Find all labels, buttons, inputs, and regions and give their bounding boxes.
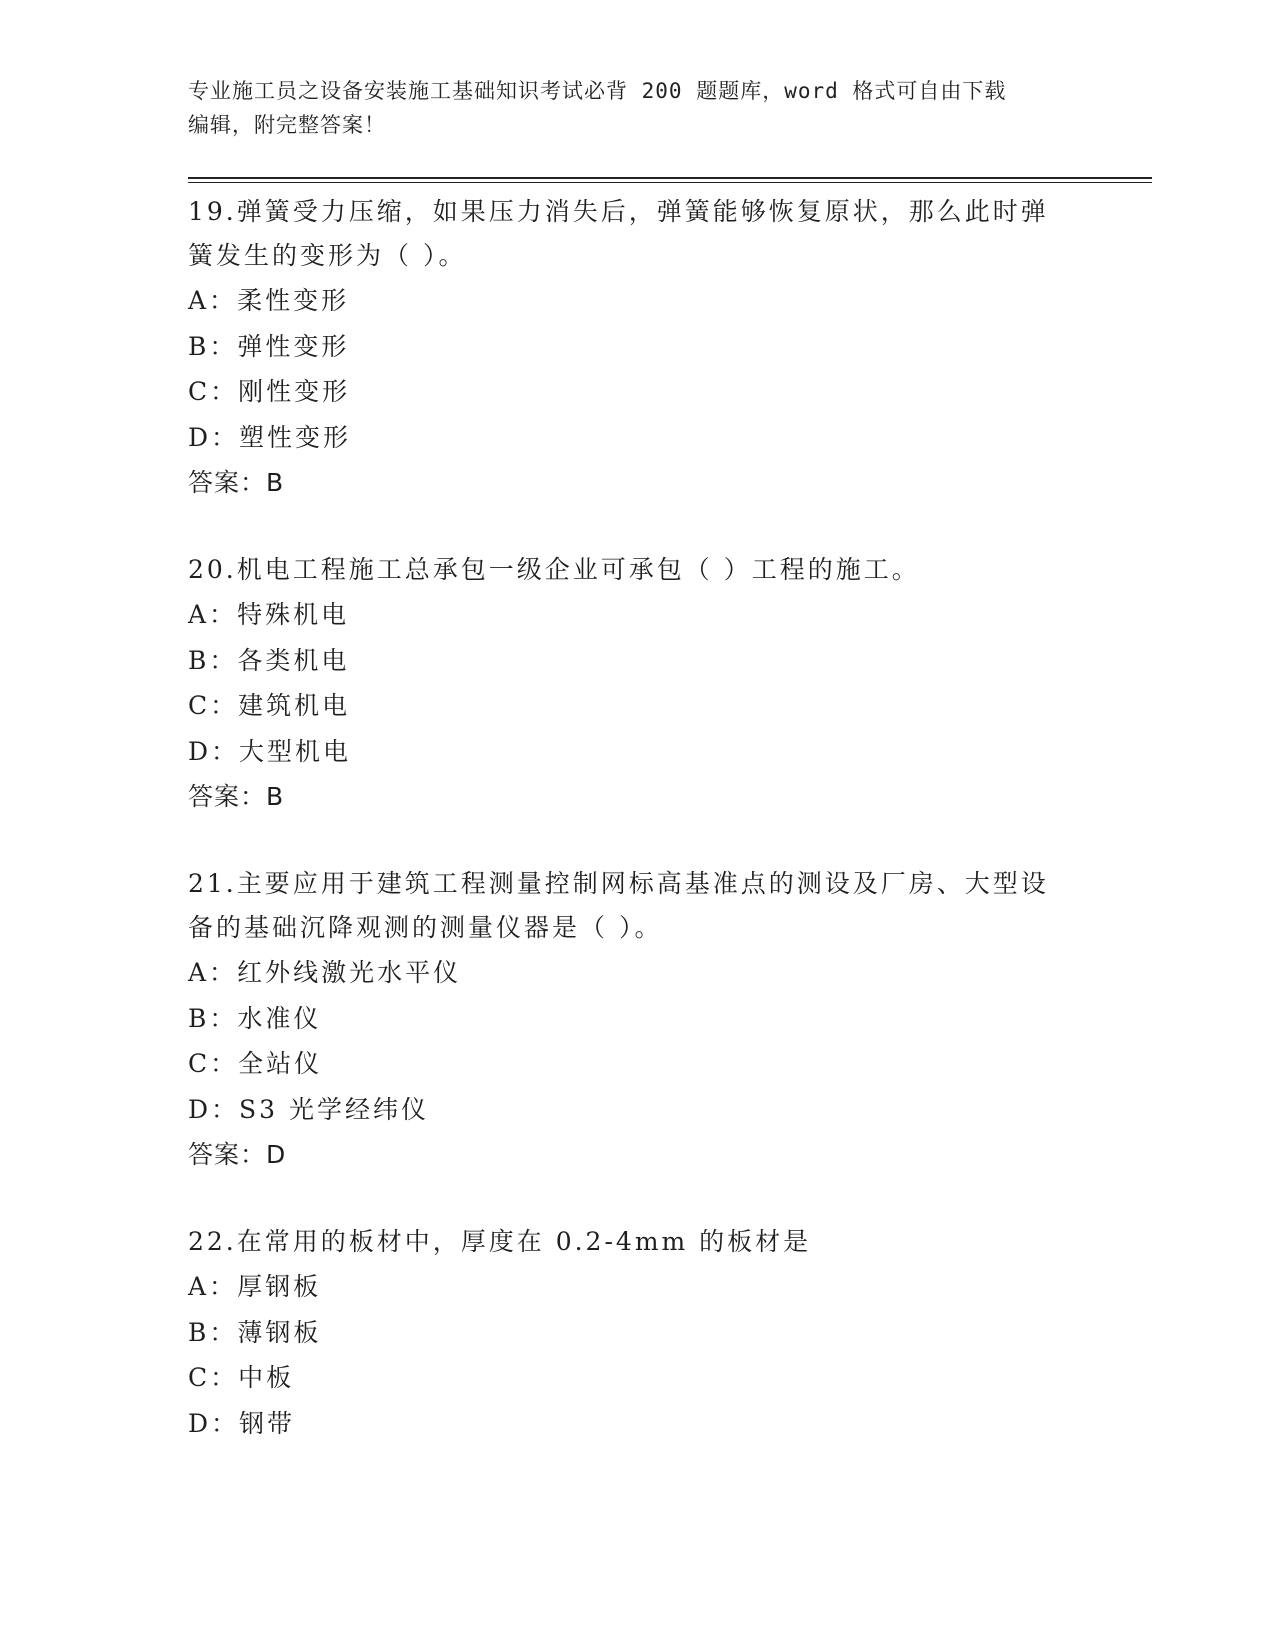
option-key: B： bbox=[188, 1003, 238, 1033]
option-a bbox=[188, 1264, 1088, 1310]
option-c bbox=[188, 1355, 1088, 1401]
option-key: C： bbox=[188, 377, 239, 406]
option-key: D： bbox=[188, 422, 240, 452]
option-text: 大型机电 bbox=[239, 736, 352, 766]
option-a bbox=[188, 950, 1088, 996]
option-text: 各类机电 bbox=[237, 645, 350, 675]
option-key: D： bbox=[188, 1408, 240, 1438]
option-text: 薄钢板 bbox=[237, 1317, 322, 1347]
header-line-1: 专业施工员之设备安装施工基础知识考试必背 200 题题库，word 格式可自由下载 bbox=[188, 79, 1007, 103]
question-text-line: 19.弹簧受力压缩，如果压力消失后，弹簧能够恢复原状，那么此时弹 bbox=[188, 197, 1049, 226]
option-text: 塑性变形 bbox=[239, 422, 352, 452]
option-text: 钢带 bbox=[239, 1408, 296, 1438]
question-19 bbox=[188, 190, 1088, 505]
option-a bbox=[188, 592, 1088, 638]
option-a bbox=[188, 278, 1088, 324]
option-key: D： bbox=[188, 1094, 240, 1124]
option-b bbox=[188, 324, 1088, 370]
question-text-line: 簧发生的变形为（ ）。 bbox=[188, 241, 467, 270]
option-d bbox=[188, 1087, 1088, 1133]
answer-line: 答案：B bbox=[188, 468, 285, 497]
option-key: B： bbox=[188, 1317, 238, 1347]
answer-line: 答案：D bbox=[188, 1140, 287, 1169]
question-spacer bbox=[188, 505, 1088, 548]
option-d bbox=[188, 1401, 1088, 1447]
option-c bbox=[188, 1041, 1088, 1087]
question-list bbox=[188, 190, 1088, 1446]
option-key: A： bbox=[188, 1272, 238, 1301]
option-key: A： bbox=[188, 600, 238, 629]
option-text: 特殊机电 bbox=[237, 600, 350, 629]
option-text: 全站仪 bbox=[238, 1049, 323, 1078]
option-text: 红外线激光水平仪 bbox=[237, 958, 462, 987]
option-c bbox=[188, 369, 1088, 415]
option-key: C： bbox=[188, 1363, 239, 1392]
answer-line: 答案：B bbox=[188, 782, 285, 811]
option-text: 水准仪 bbox=[237, 1003, 322, 1033]
option-key: B： bbox=[188, 331, 238, 361]
option-text: 中板 bbox=[238, 1363, 295, 1392]
question-spacer bbox=[188, 1177, 1088, 1220]
option-text: S3 光学经纬仪 bbox=[239, 1094, 430, 1124]
option-b bbox=[188, 996, 1088, 1042]
option-text: 建筑机电 bbox=[238, 691, 351, 720]
option-key: D： bbox=[188, 736, 240, 766]
question-21 bbox=[188, 862, 1088, 1177]
option-text: 厚钢板 bbox=[237, 1272, 322, 1301]
option-d bbox=[188, 415, 1088, 461]
header-line-2: 编辑，附完整答案！ bbox=[188, 113, 386, 137]
option-d bbox=[188, 729, 1088, 775]
option-key: A： bbox=[188, 958, 238, 987]
option-text: 柔性变形 bbox=[237, 286, 350, 315]
option-key: A： bbox=[188, 286, 238, 315]
option-key: C： bbox=[188, 691, 239, 720]
document-header bbox=[188, 74, 1068, 142]
question-text-line: 21.主要应用于建筑工程测量控制网标高基准点的测设及厂房、大型设 bbox=[188, 869, 1049, 898]
option-b bbox=[188, 1310, 1088, 1356]
question-22 bbox=[188, 1220, 1088, 1446]
question-text-line: 22.在常用的板材中，厚度在 0.2-4mm 的板材是 bbox=[188, 1227, 812, 1256]
question-text-line: 20.机电工程施工总承包一级企业可承包（ ）工程的施工。 bbox=[188, 555, 920, 584]
option-key: B： bbox=[188, 645, 238, 675]
option-key: C： bbox=[188, 1049, 239, 1078]
option-text: 弹性变形 bbox=[237, 331, 350, 361]
question-20 bbox=[188, 548, 1088, 819]
question-text-line: 备的基础沉降观测的测量仪器是（ ）。 bbox=[188, 913, 663, 942]
header-divider bbox=[188, 177, 1152, 183]
option-text: 刚性变形 bbox=[238, 377, 351, 406]
question-spacer bbox=[188, 819, 1088, 862]
option-b bbox=[188, 638, 1088, 684]
option-c bbox=[188, 683, 1088, 729]
